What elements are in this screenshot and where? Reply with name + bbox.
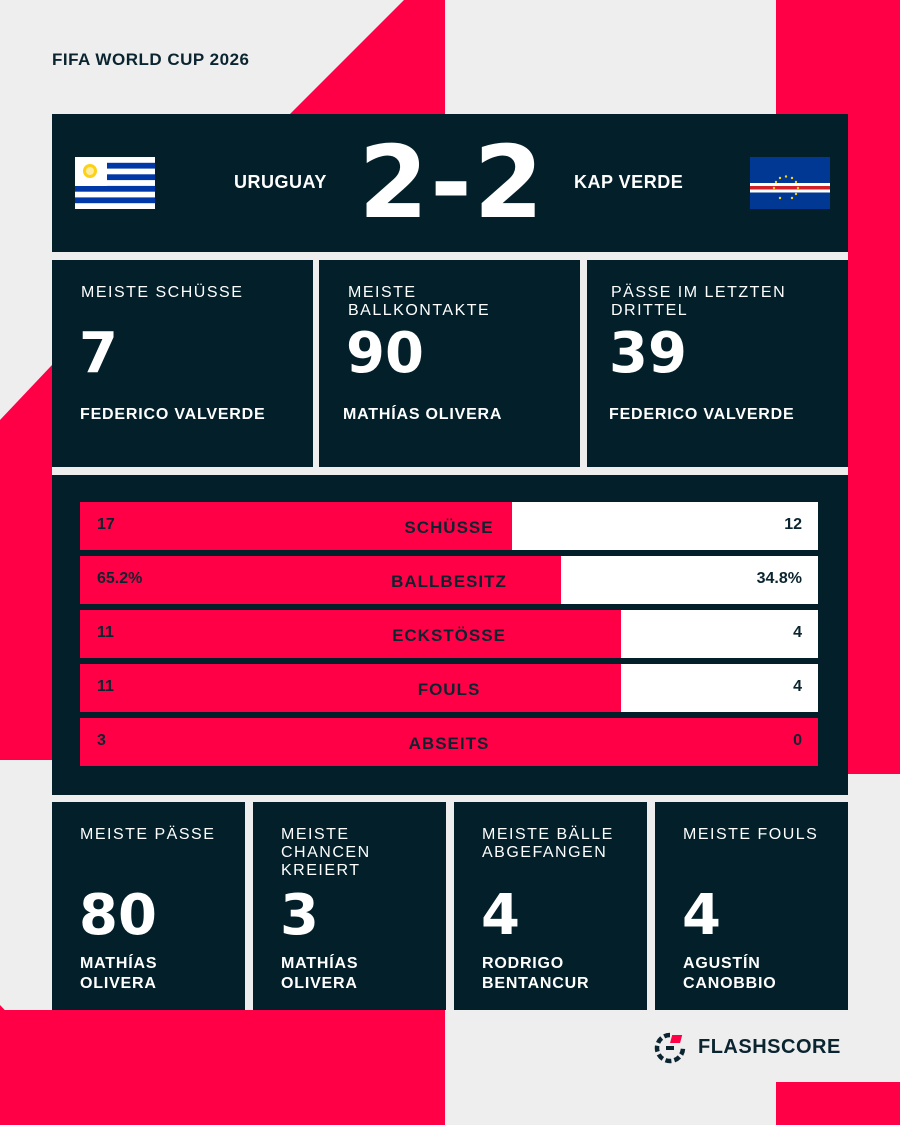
card-label: MEISTE FOULS <box>683 826 819 843</box>
card-label: MEISTE CHANCEN KREIERT <box>281 826 371 879</box>
home-team-name: URUGUAY <box>234 172 327 192</box>
stat-row-possession <box>80 556 818 604</box>
away-value: 12 <box>784 516 802 533</box>
stat-card-final-third-passes <box>587 260 848 467</box>
uruguay-flag-icon <box>75 157 155 209</box>
match-score: 2-2 <box>358 124 546 241</box>
home-value: 65.2% <box>97 570 143 587</box>
stat-label: SCHÜSSE <box>404 518 494 537</box>
home-value: 11 <box>97 624 114 641</box>
cape-verde-flag-icon <box>750 157 830 209</box>
away-team-name: KAP VERDE <box>574 172 684 192</box>
stat-card-chances-created <box>253 802 446 1010</box>
card-player: RODRIGO BENTANCUR <box>482 955 590 992</box>
card-value: 7 <box>79 321 118 386</box>
card-player: MATHÍAS OLIVERA <box>80 955 158 992</box>
away-value: 4 <box>793 624 802 641</box>
card-value: 80 <box>79 883 157 948</box>
stat-card-most-shots <box>52 260 313 467</box>
card-label: MEISTE BÄLLE ABGEFANGEN <box>482 826 614 861</box>
team-stats-panel <box>52 475 848 795</box>
brand-name: FLASHSCORE <box>698 1036 841 1058</box>
stat-card-most-fouls <box>655 802 848 1010</box>
card-label: MEISTE BALLKONTAKTE <box>348 284 491 319</box>
flashscore-logo <box>654 1030 854 1064</box>
flashscore-logo-icon <box>654 1032 686 1064</box>
card-value: 4 <box>481 883 520 948</box>
card-label: PÄSSE IM LETZTEN DRITTEL <box>611 284 787 319</box>
stat-card-most-touches <box>319 260 580 467</box>
away-value: 4 <box>793 678 802 695</box>
stat-row-shots <box>80 502 818 550</box>
away-value: 34.8% <box>756 570 802 587</box>
stat-label: ECKSTÖSSE <box>392 626 506 645</box>
home-value: 17 <box>97 516 115 533</box>
scoreboard <box>52 114 848 252</box>
card-value: 3 <box>280 883 319 948</box>
home-value: 11 <box>97 678 114 695</box>
stat-label: BALLBESITZ <box>391 572 507 591</box>
stat-label: FOULS <box>417 680 481 699</box>
card-player: FEDERICO VALVERDE <box>609 406 795 423</box>
card-value: 4 <box>682 883 721 948</box>
stat-row-fouls <box>80 664 818 712</box>
card-label: MEISTE PÄSSE <box>80 826 216 843</box>
card-player: FEDERICO VALVERDE <box>80 406 266 423</box>
card-player: MATHÍAS OLIVERA <box>281 955 359 992</box>
stat-card-most-passes <box>52 802 245 1010</box>
stat-label: ABSEITS <box>408 734 490 753</box>
home-value: 3 <box>97 732 106 749</box>
card-label: MEISTE SCHÜSSE <box>81 284 244 301</box>
stat-row-corners <box>80 610 818 658</box>
away-value: 0 <box>793 732 802 749</box>
stat-row-offsides <box>80 718 818 766</box>
stat-card-interceptions <box>454 802 647 1010</box>
competition-title: FIFA WORLD CUP 2026 <box>52 50 250 69</box>
card-value: 90 <box>346 321 424 386</box>
card-value: 39 <box>609 321 687 386</box>
card-player: MATHÍAS OLIVERA <box>343 406 503 423</box>
card-player: AGUSTÍN CANOBBIO <box>683 955 777 992</box>
